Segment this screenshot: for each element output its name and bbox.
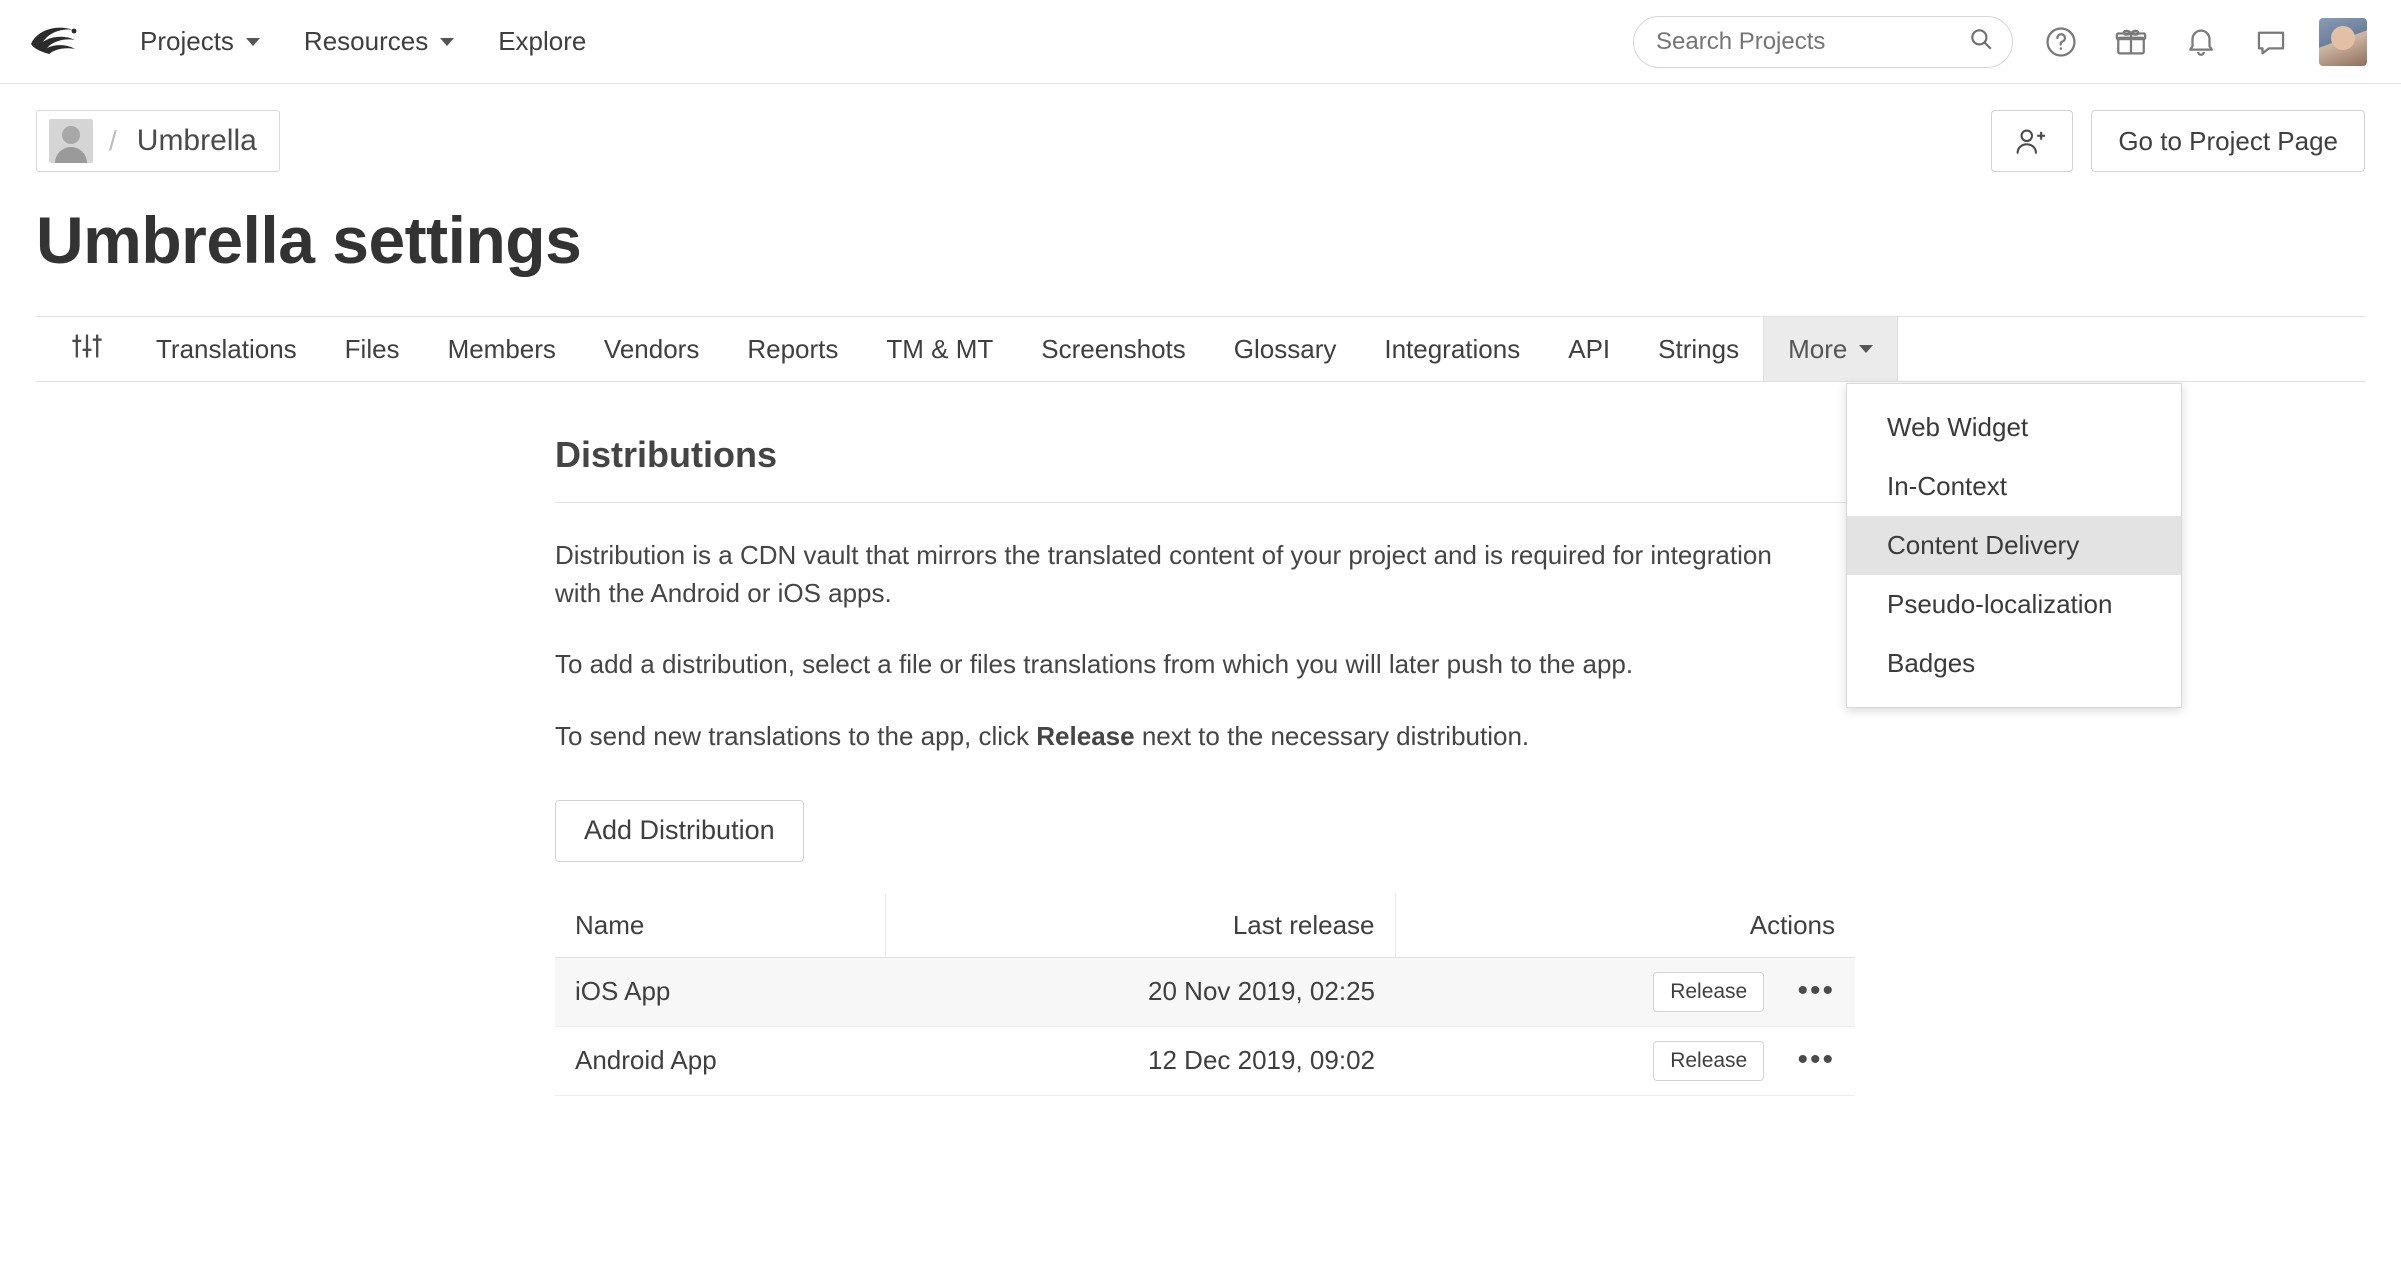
dropdown-item-web-widget-label: Web Widget xyxy=(1887,412,2029,442)
help-icon[interactable] xyxy=(2039,20,2083,64)
more-dropdown-menu xyxy=(1846,383,2182,708)
tab-translations-label: Translations xyxy=(156,333,297,364)
release-button[interactable]: Release xyxy=(1653,1041,1764,1081)
invite-member-button[interactable] xyxy=(1991,110,2073,172)
description-3-suffix: next to the necessary distribution. xyxy=(1134,721,1530,752)
chat-icon[interactable] xyxy=(2249,20,2293,64)
tab-members-label: Members xyxy=(447,333,556,364)
distributions-description-2: To add a distribution, select a file or files translations from which you will later push to the app. xyxy=(555,649,1634,680)
nav-item-explore-label: Explore xyxy=(498,26,587,56)
table-header-row xyxy=(555,894,1855,958)
row-actions xyxy=(1395,957,1855,1026)
dropdown-item-badges-label: Badges xyxy=(1887,648,1976,678)
dropdown-item-badges[interactable] xyxy=(1847,634,2181,693)
project-header-bar xyxy=(0,84,2401,172)
tab-files-label: Files xyxy=(344,333,400,364)
row-name: iOS App xyxy=(555,957,885,1026)
release-button[interactable]: Release xyxy=(1653,972,1764,1012)
tab-more-label: More xyxy=(1788,333,1848,364)
nav-item-explore[interactable] xyxy=(476,16,608,67)
tab-more[interactable] xyxy=(1763,317,1898,381)
nav-item-resources[interactable] xyxy=(282,16,476,67)
tab-glossary[interactable] xyxy=(1210,317,1361,381)
page-title: Umbrella settings xyxy=(36,203,582,277)
tab-reports-label: Reports xyxy=(747,333,839,364)
description-3-bold: Release xyxy=(1036,721,1135,752)
nav-item-resources-label: Resources xyxy=(303,26,429,56)
row-last-release: 12 Dec 2019, 09:02 xyxy=(885,1026,1395,1095)
column-header-actions: Actions xyxy=(1395,894,1855,958)
dropdown-item-web-widget[interactable] xyxy=(1847,398,2181,457)
tab-tm-mt[interactable] xyxy=(862,317,1017,381)
tab-translations[interactable] xyxy=(132,317,321,381)
tab-screenshots-label: Screenshots xyxy=(1041,333,1186,364)
more-actions-icon[interactable]: ••• xyxy=(1797,1042,1835,1076)
chevron-down-icon xyxy=(1859,345,1873,353)
tab-strings[interactable] xyxy=(1634,317,1763,381)
breadcrumb[interactable] xyxy=(36,110,280,172)
distributions-heading: Distributions xyxy=(555,434,1855,503)
distributions-table-body xyxy=(555,957,1855,1095)
dropdown-item-pseudo-localization-label: Pseudo-localization xyxy=(1887,589,2113,619)
distributions-table xyxy=(555,894,1855,1096)
chevron-down-icon xyxy=(246,38,260,46)
dropdown-item-content-delivery-label: Content Delivery xyxy=(1887,530,2080,560)
row-name: Android App xyxy=(555,1026,885,1095)
table-row[interactable] xyxy=(555,957,1855,1026)
search-icon[interactable] xyxy=(1968,26,1994,57)
tab-members[interactable] xyxy=(424,317,580,381)
row-last-release: 20 Nov 2019, 02:25 xyxy=(885,957,1395,1026)
tab-integrations[interactable] xyxy=(1360,317,1544,381)
tab-glossary-label: Glossary xyxy=(1233,333,1337,364)
chevron-down-icon xyxy=(440,38,454,46)
distributions-table-head xyxy=(555,894,1855,958)
tab-vendors[interactable] xyxy=(580,317,723,381)
dropdown-item-content-delivery[interactable] xyxy=(1847,516,2181,575)
bell-icon[interactable] xyxy=(2179,20,2223,64)
search-input[interactable] xyxy=(1654,27,1968,57)
nav-item-projects-label: Projects xyxy=(140,26,234,56)
tab-files[interactable] xyxy=(321,317,424,381)
search-projects-box[interactable] xyxy=(1633,16,2013,68)
tab-api-label: API xyxy=(1568,333,1611,364)
tab-integrations-label: Integrations xyxy=(1384,333,1521,364)
gift-icon[interactable] xyxy=(2109,20,2153,64)
header-action-buttons xyxy=(1991,110,2365,172)
tab-vendors-label: Vendors xyxy=(603,333,700,364)
tab-api[interactable] xyxy=(1544,317,1634,381)
table-row[interactable] xyxy=(555,1026,1855,1095)
dropdown-item-in-context[interactable] xyxy=(1847,457,2181,516)
add-distribution-button[interactable] xyxy=(555,800,804,862)
tab-screenshots[interactable] xyxy=(1017,317,1210,381)
description-3-prefix: To send new translations to the app, click xyxy=(555,721,1037,752)
column-header-last-release: Last release xyxy=(885,894,1395,958)
tab-strings-label: Strings xyxy=(1658,333,1740,364)
row-actions xyxy=(1395,1026,1855,1095)
top-navigation-bar xyxy=(0,0,2401,84)
column-header-name: Name xyxy=(555,894,885,958)
go-to-project-page-button[interactable] xyxy=(2091,110,2365,172)
distributions-description-3 xyxy=(555,718,1820,756)
top-bar-right-cluster xyxy=(1633,16,2367,68)
sliders-icon xyxy=(70,332,104,367)
top-nav-items xyxy=(118,16,608,67)
tab-settings-icon[interactable] xyxy=(36,317,132,381)
crowdin-logo-icon[interactable] xyxy=(26,18,88,66)
add-distribution-label: Add Distribution xyxy=(584,815,775,846)
nav-item-projects[interactable] xyxy=(118,16,282,67)
go-to-project-page-label: Go to Project Page xyxy=(2118,125,2338,156)
dropdown-item-pseudo-localization[interactable] xyxy=(1847,575,2181,634)
more-actions-icon[interactable]: ••• xyxy=(1797,973,1835,1007)
breadcrumb-separator: / xyxy=(109,125,117,156)
dropdown-item-in-context-label: In-Context xyxy=(1887,471,2007,501)
tab-reports[interactable] xyxy=(723,317,862,381)
avatar[interactable] xyxy=(2319,18,2367,66)
distributions-description-1: Distribution is a CDN vault that mirrors the translated content of your project and is required for integration with the Android or iOS apps. xyxy=(555,540,1772,608)
tab-tm-mt-label: TM & MT xyxy=(886,333,994,364)
project-avatar xyxy=(49,119,93,163)
breadcrumb-project-name: Umbrella xyxy=(136,124,257,157)
